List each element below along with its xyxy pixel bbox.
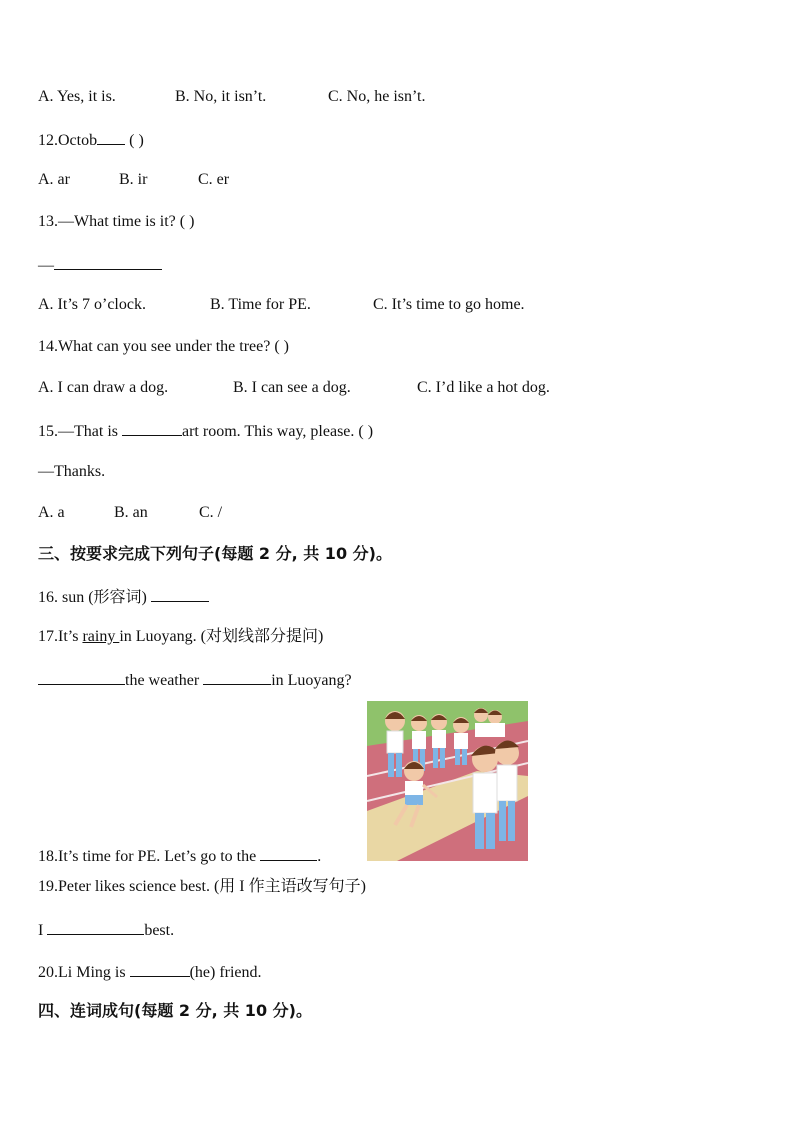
q12-option-a[interactable]: A. ar [38,171,70,188]
q12-stem [38,129,144,151]
q19-answer-start: I [38,922,48,939]
q14-option-b[interactable]: B. I can see a dog. [233,379,351,396]
q16-stem-text: 16. sun (形容词) [38,589,151,606]
section3-heading: 三、按要求完成下列句子(每题 2 分, 共 10 分)。 [38,544,392,563]
q17-stem [38,627,323,647]
q19-answer-line [38,919,174,941]
q13-option-a[interactable]: A. It’s 7 o’clock. [38,296,146,313]
q14-options [38,378,550,398]
q15-stem-rest: art room. This way, please. ( ) [182,423,374,440]
q15-option-c[interactable]: C. / [199,504,223,521]
q14-option-a[interactable]: A. I can draw a dog. [38,379,169,396]
q19-answer-end: best. [144,922,175,939]
section4-heading: 四、连词成句(每题 2 分, 共 10 分)。 [38,1001,312,1020]
q11-option-b[interactable]: B. No, it isn’t. [175,88,267,105]
q11-options [38,87,425,107]
q12-bracket: ( ) [125,132,144,149]
q13-dash: — [38,257,54,274]
q15-option-a[interactable]: A. a [38,504,65,521]
q12-stem-text: 12.Octob [38,132,98,149]
q12-option-b[interactable]: B. ir [119,171,148,188]
q15-options [38,503,222,523]
q11-option-c[interactable]: C. No, he isn’t. [328,88,426,105]
q18-stem [38,845,321,867]
q13-answer-line [38,254,162,276]
q20-blank[interactable] [130,961,190,977]
q15-option-b[interactable]: B. an [114,504,148,521]
q17-underlined-word: rainy [82,628,120,645]
q13-option-b[interactable]: B. Time for PE. [210,296,311,313]
q15-stem [38,420,373,442]
q17-answer-mid: the weather [125,672,204,689]
q15-stem-text: 15.—That is [38,423,122,440]
q16-stem [38,586,209,608]
q17-answer-end: in Luoyang? [271,672,352,689]
q14-option-c[interactable]: C. I’d like a hot dog. [417,379,550,396]
q15-blank[interactable] [122,420,182,436]
q13-blank[interactable] [54,254,162,270]
q19-stem: 19.Peter likes science best. (用 I 作主语改写句子) [38,878,366,895]
q13-option-c[interactable]: C. It’s time to go home. [373,296,525,313]
q14-stem: 14.What can you see under the tree? ( ) [38,338,289,355]
q15-reply: —Thanks. [38,463,106,480]
q17-blank-1[interactable] [38,669,125,685]
q13-options [38,295,525,315]
q11-option-a[interactable]: A. Yes, it is. [38,88,116,105]
q20-stem [38,961,262,983]
q17-answer-line [38,669,352,691]
q17-blank-2[interactable] [203,669,271,685]
q20-stem-rest: (he) friend. [189,964,262,981]
q18-blank[interactable] [260,845,317,861]
q16-blank[interactable] [151,586,209,602]
q13-stem: 13.—What time is it? ( ) [38,213,195,230]
q12-blank[interactable] [97,129,125,145]
q19-blank[interactable] [47,919,144,935]
q12-options [38,170,229,190]
long-jump-illustration [367,701,528,861]
q17-stem-start: 17.It’s [38,628,83,645]
q12-option-c[interactable]: C. er [198,171,230,188]
q18-period: . [317,848,322,865]
q18-stem-text: 18.It’s time for PE. Let’s go to the [38,848,261,865]
q17-stem-rest: in Luoyang. (对划线部分提问) [119,628,324,645]
q20-stem-start: 20.Li Ming is [38,964,130,981]
